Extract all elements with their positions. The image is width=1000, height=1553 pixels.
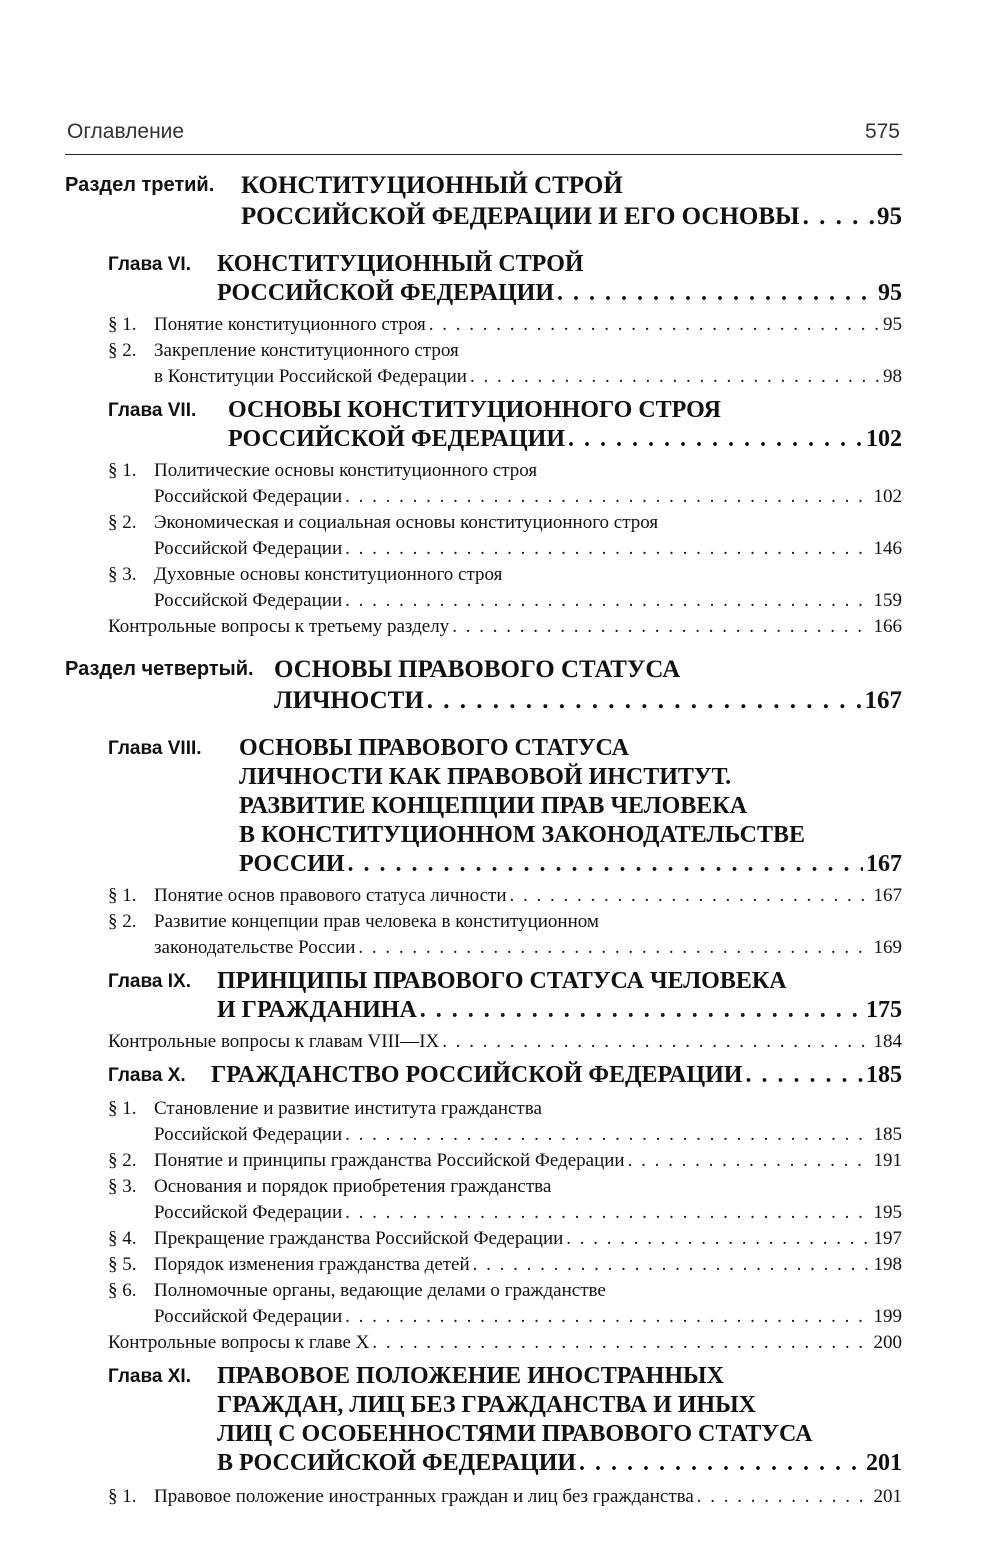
paragraph-title-line: Политические основы конституционного строя (154, 460, 538, 481)
chapter-title-last-line (65, 279, 902, 308)
page-number: 95 (883, 314, 902, 335)
page-number: 199 (873, 1306, 902, 1327)
chapter-title-line: РОССИИ (239, 851, 345, 877)
dot-leader (345, 1304, 870, 1330)
toc-section-third (65, 170, 902, 232)
dot-leader (372, 1330, 870, 1356)
page-number: 185 (873, 1124, 902, 1145)
toc-paragraph (65, 338, 902, 390)
questions-line (108, 614, 902, 640)
toc-chapter-7 (65, 396, 902, 454)
paragraph-last-line (65, 588, 902, 614)
paragraph-last-line (65, 364, 902, 390)
questions-title: Контрольные вопросы к третьему разделу (108, 616, 450, 637)
page-number: 167 (864, 687, 902, 714)
page-number: 175 (866, 997, 902, 1023)
toc-control-questions (65, 1330, 902, 1356)
chapter-title-last-line (65, 1061, 902, 1090)
paragraph-label: § 1. (108, 1098, 137, 1119)
paragraph-last-line (65, 935, 902, 961)
paragraph-label: § 2. (108, 911, 137, 932)
page-number: 102 (866, 426, 902, 452)
paragraph-title-line: Российской Федерации (154, 486, 343, 507)
page-number: 166 (873, 616, 902, 637)
section-title-last-line (65, 201, 902, 232)
page-number: 95 (877, 203, 902, 230)
dot-leader (442, 1029, 870, 1055)
section-title-line: ОСНОВЫ ПРАВОВОГО СТАТУСА (274, 656, 681, 683)
page-number: 200 (873, 1332, 902, 1353)
page-number: 167 (873, 885, 902, 906)
paragraph-title-line: Правовое положение иностранных граждан и лиц без гражданства (154, 1486, 694, 1507)
dot-leader (420, 996, 863, 1025)
section-label: Раздел третий. (65, 174, 215, 196)
chapter-title-line: РОССИЙСКОЙ ФЕДЕРАЦИИ (228, 426, 566, 452)
paragraph-title-line: Порядок изменения гражданства детей (154, 1254, 470, 1275)
paragraph-last-line (65, 1122, 902, 1148)
toc-chapter-9 (65, 967, 902, 1025)
paragraph-label: § 5. (108, 1254, 137, 1275)
toc-chapter-11 (65, 1362, 902, 1478)
dot-leader (345, 1200, 870, 1226)
paragraph-last-line (65, 1226, 902, 1252)
dot-leader (429, 312, 880, 338)
dot-leader (473, 1252, 871, 1278)
dot-leader (579, 1449, 863, 1478)
chapter-title-last-line (65, 850, 902, 879)
paragraph-label: § 2. (108, 512, 137, 533)
dot-leader (628, 1148, 871, 1174)
paragraph-title-line: Понятие конституционного строя (154, 314, 426, 335)
paragraph-last-line (65, 536, 902, 562)
chapter-title-line: ПРАВОВОЕ ПОЛОЖЕНИЕ ИНОСТРАННЫХ (217, 1363, 724, 1389)
page-number: 201 (866, 1450, 902, 1476)
dot-leader (345, 536, 870, 562)
paragraph-last-line (65, 312, 902, 338)
dot-leader (358, 935, 870, 961)
paragraph-title-line: Понятие основ правового статуса личности (154, 885, 507, 906)
paragraph-title-line: Российской Федерации (154, 590, 343, 611)
section-title-line: РОССИЙСКОЙ ФЕДЕРАЦИИ И ЕГО ОСНОВЫ (241, 203, 800, 230)
paragraph-title-line: Развитие концепции прав человека в конституционном (154, 911, 599, 932)
header-title: Оглавление (67, 120, 185, 143)
page-number: 201 (873, 1486, 902, 1507)
questions-line (108, 1330, 902, 1356)
table-of-contents (65, 170, 902, 1510)
chapter-title-line: В РОССИЙСКОЙ ФЕДЕРАЦИИ (217, 1450, 577, 1476)
dot-leader (345, 484, 870, 510)
paragraph-title-line: Прекращение гражданства Российской Федерации (154, 1228, 564, 1249)
toc-paragraph (65, 562, 902, 614)
paragraph-title-line: в Конституции Российской Федерации (154, 366, 467, 387)
paragraph-label: § 3. (108, 564, 137, 585)
chapter-title-line: ОСНОВЫ ПРАВОВОГО СТАТУСА (239, 735, 629, 761)
paragraph-title-line: Становление и развитие института гражданства (154, 1098, 542, 1119)
section-title-last-line (65, 685, 902, 716)
chapter-title-line: ГРАЖДАНСТВО РОССИЙСКОЙ ФЕДЕРАЦИИ (211, 1062, 743, 1088)
paragraph-title-line: Понятие и принципы гражданства Российской Федерации (154, 1150, 625, 1171)
toc-paragraph (65, 1148, 902, 1174)
dot-leader (345, 1122, 870, 1148)
toc-control-questions (65, 1029, 902, 1055)
toc-chapter-6 (65, 250, 902, 308)
paragraph-label: § 2. (108, 1150, 137, 1171)
toc-paragraph (65, 1484, 902, 1510)
paragraph-label: § 4. (108, 1228, 137, 1249)
paragraph-label: § 6. (108, 1280, 137, 1301)
paragraph-label: § 1. (108, 1486, 137, 1507)
page-number: 169 (873, 937, 902, 958)
chapter-title-line: РАЗВИТИЕ КОНЦЕПЦИИ ПРАВ ЧЕЛОВЕКА (239, 793, 748, 819)
section-title-line: КОНСТИТУЦИОННЫЙ СТРОЙ (241, 172, 623, 199)
page-number: 195 (873, 1202, 902, 1223)
paragraph-title-line: Российской Федерации (154, 1202, 343, 1223)
dot-leader (470, 364, 880, 390)
toc-paragraph (65, 510, 902, 562)
section-label: Раздел четвертый. (65, 658, 254, 680)
paragraph-last-line (65, 1200, 902, 1226)
dot-leader (803, 201, 874, 232)
page-number: 197 (873, 1228, 902, 1249)
page-number: 146 (873, 538, 902, 559)
toc-chapter-10 (65, 1061, 902, 1090)
dot-leader (697, 1484, 871, 1510)
toc-paragraph (65, 1096, 902, 1148)
chapter-label: Глава IX. (108, 971, 191, 992)
chapter-title-last-line (65, 996, 902, 1025)
toc-paragraph (65, 1252, 902, 1278)
paragraph-title-line: Российской Федерации (154, 538, 343, 559)
dot-leader (452, 614, 870, 640)
paragraph-title-line: законодательстве России (154, 937, 356, 958)
toc-paragraph (65, 312, 902, 338)
paragraph-label: § 1. (108, 314, 137, 335)
paragraph-title-line: Российской Федерации (154, 1306, 343, 1327)
dot-leader (347, 850, 863, 879)
page-number: 159 (873, 590, 902, 611)
chapter-title-last-line (65, 1449, 902, 1478)
page-number: 191 (873, 1150, 902, 1171)
toc-paragraph (65, 909, 902, 961)
chapter-label: Глава VII. (108, 400, 197, 421)
paragraph-label: § 1. (108, 460, 137, 481)
section-title-line: ЛИЧНОСТИ (274, 687, 424, 714)
dot-leader (510, 883, 871, 909)
toc-control-questions (65, 614, 902, 640)
page-number: 185 (866, 1062, 902, 1088)
chapter-title-line: В КОНСТИТУЦИОННОМ ЗАКОНОДАТЕЛЬСТВЕ (239, 822, 805, 848)
page-number: 95 (878, 280, 902, 306)
dot-leader (568, 425, 863, 454)
chapter-title-line: ЛИЦ С ОСОБЕННОСТЯМИ ПРАВОВОГО СТАТУСА (217, 1421, 813, 1447)
chapter-label: Глава VI. (108, 254, 191, 275)
header-page-number: 575 (864, 120, 900, 143)
toc-paragraph (65, 1226, 902, 1252)
paragraph-label: § 1. (108, 885, 137, 906)
dot-leader (345, 588, 870, 614)
chapter-title-line: ПРИНЦИПЫ ПРАВОВОГО СТАТУСА ЧЕЛОВЕКА (217, 968, 787, 994)
page-number: 184 (873, 1031, 902, 1052)
chapter-label: Глава VIII. (108, 738, 202, 759)
paragraph-last-line (65, 1304, 902, 1330)
paragraph-last-line (65, 1484, 902, 1510)
questions-line (108, 1029, 902, 1055)
chapter-title-line: КОНСТИТУЦИОННЫЙ СТРОЙ (217, 251, 584, 277)
toc-section-fourth (65, 654, 902, 716)
page-number: 167 (866, 851, 902, 877)
paragraph-title-line: Полномочные органы, ведающие делами о гражданстве (154, 1280, 606, 1301)
running-header (65, 118, 902, 155)
toc-chapter-8 (65, 734, 902, 879)
chapter-title-line: РОССИЙСКОЙ ФЕДЕРАЦИИ (217, 280, 555, 306)
paragraph-last-line (65, 1252, 902, 1278)
page-number: 102 (873, 486, 902, 507)
page-number: 198 (873, 1254, 902, 1275)
paragraph-last-line (65, 883, 902, 909)
dot-leader (427, 685, 862, 716)
paragraph-title-line: Основания и порядок приобретения гражданства (154, 1176, 552, 1197)
chapter-title-line: ГРАЖДАН, ЛИЦ БЕЗ ГРАЖДАНСТВА И ИНЫХ (217, 1392, 756, 1418)
paragraph-last-line (65, 1148, 902, 1174)
chapter-title-line: И ГРАЖДАНИНА (217, 997, 417, 1023)
paragraph-last-line (65, 484, 902, 510)
toc-paragraph (65, 458, 902, 510)
questions-title: Контрольные вопросы к главам VIII—IX (108, 1031, 440, 1052)
chapter-label: Глава XI. (108, 1366, 191, 1387)
paragraph-title-line: Закрепление конституционного строя (154, 340, 459, 361)
paragraph-title-line: Российской Федерации (154, 1124, 343, 1145)
dot-leader (557, 279, 875, 308)
paragraph-label: § 2. (108, 340, 137, 361)
toc-paragraph (65, 883, 902, 909)
chapter-title-line: ЛИЧНОСТИ КАК ПРАВОВОЙ ИНСТИТУТ. (239, 764, 732, 790)
paragraph-title-line: Экономическая и социальная основы конституционного строя (154, 512, 659, 533)
dot-leader (745, 1061, 863, 1090)
dot-leader (566, 1226, 870, 1252)
chapter-title-line: ОСНОВЫ КОНСТИТУЦИОННОГО СТРОЯ (228, 397, 721, 423)
questions-title: Контрольные вопросы к главе X (108, 1332, 370, 1353)
chapter-title-last-line (65, 425, 902, 454)
page-number: 98 (883, 366, 902, 387)
paragraph-title-line: Духовные основы конституционного строя (154, 564, 503, 585)
paragraph-label: § 3. (108, 1176, 137, 1197)
chapter-label: Глава X. (108, 1065, 186, 1086)
toc-paragraph (65, 1174, 902, 1226)
toc-paragraph (65, 1278, 902, 1330)
